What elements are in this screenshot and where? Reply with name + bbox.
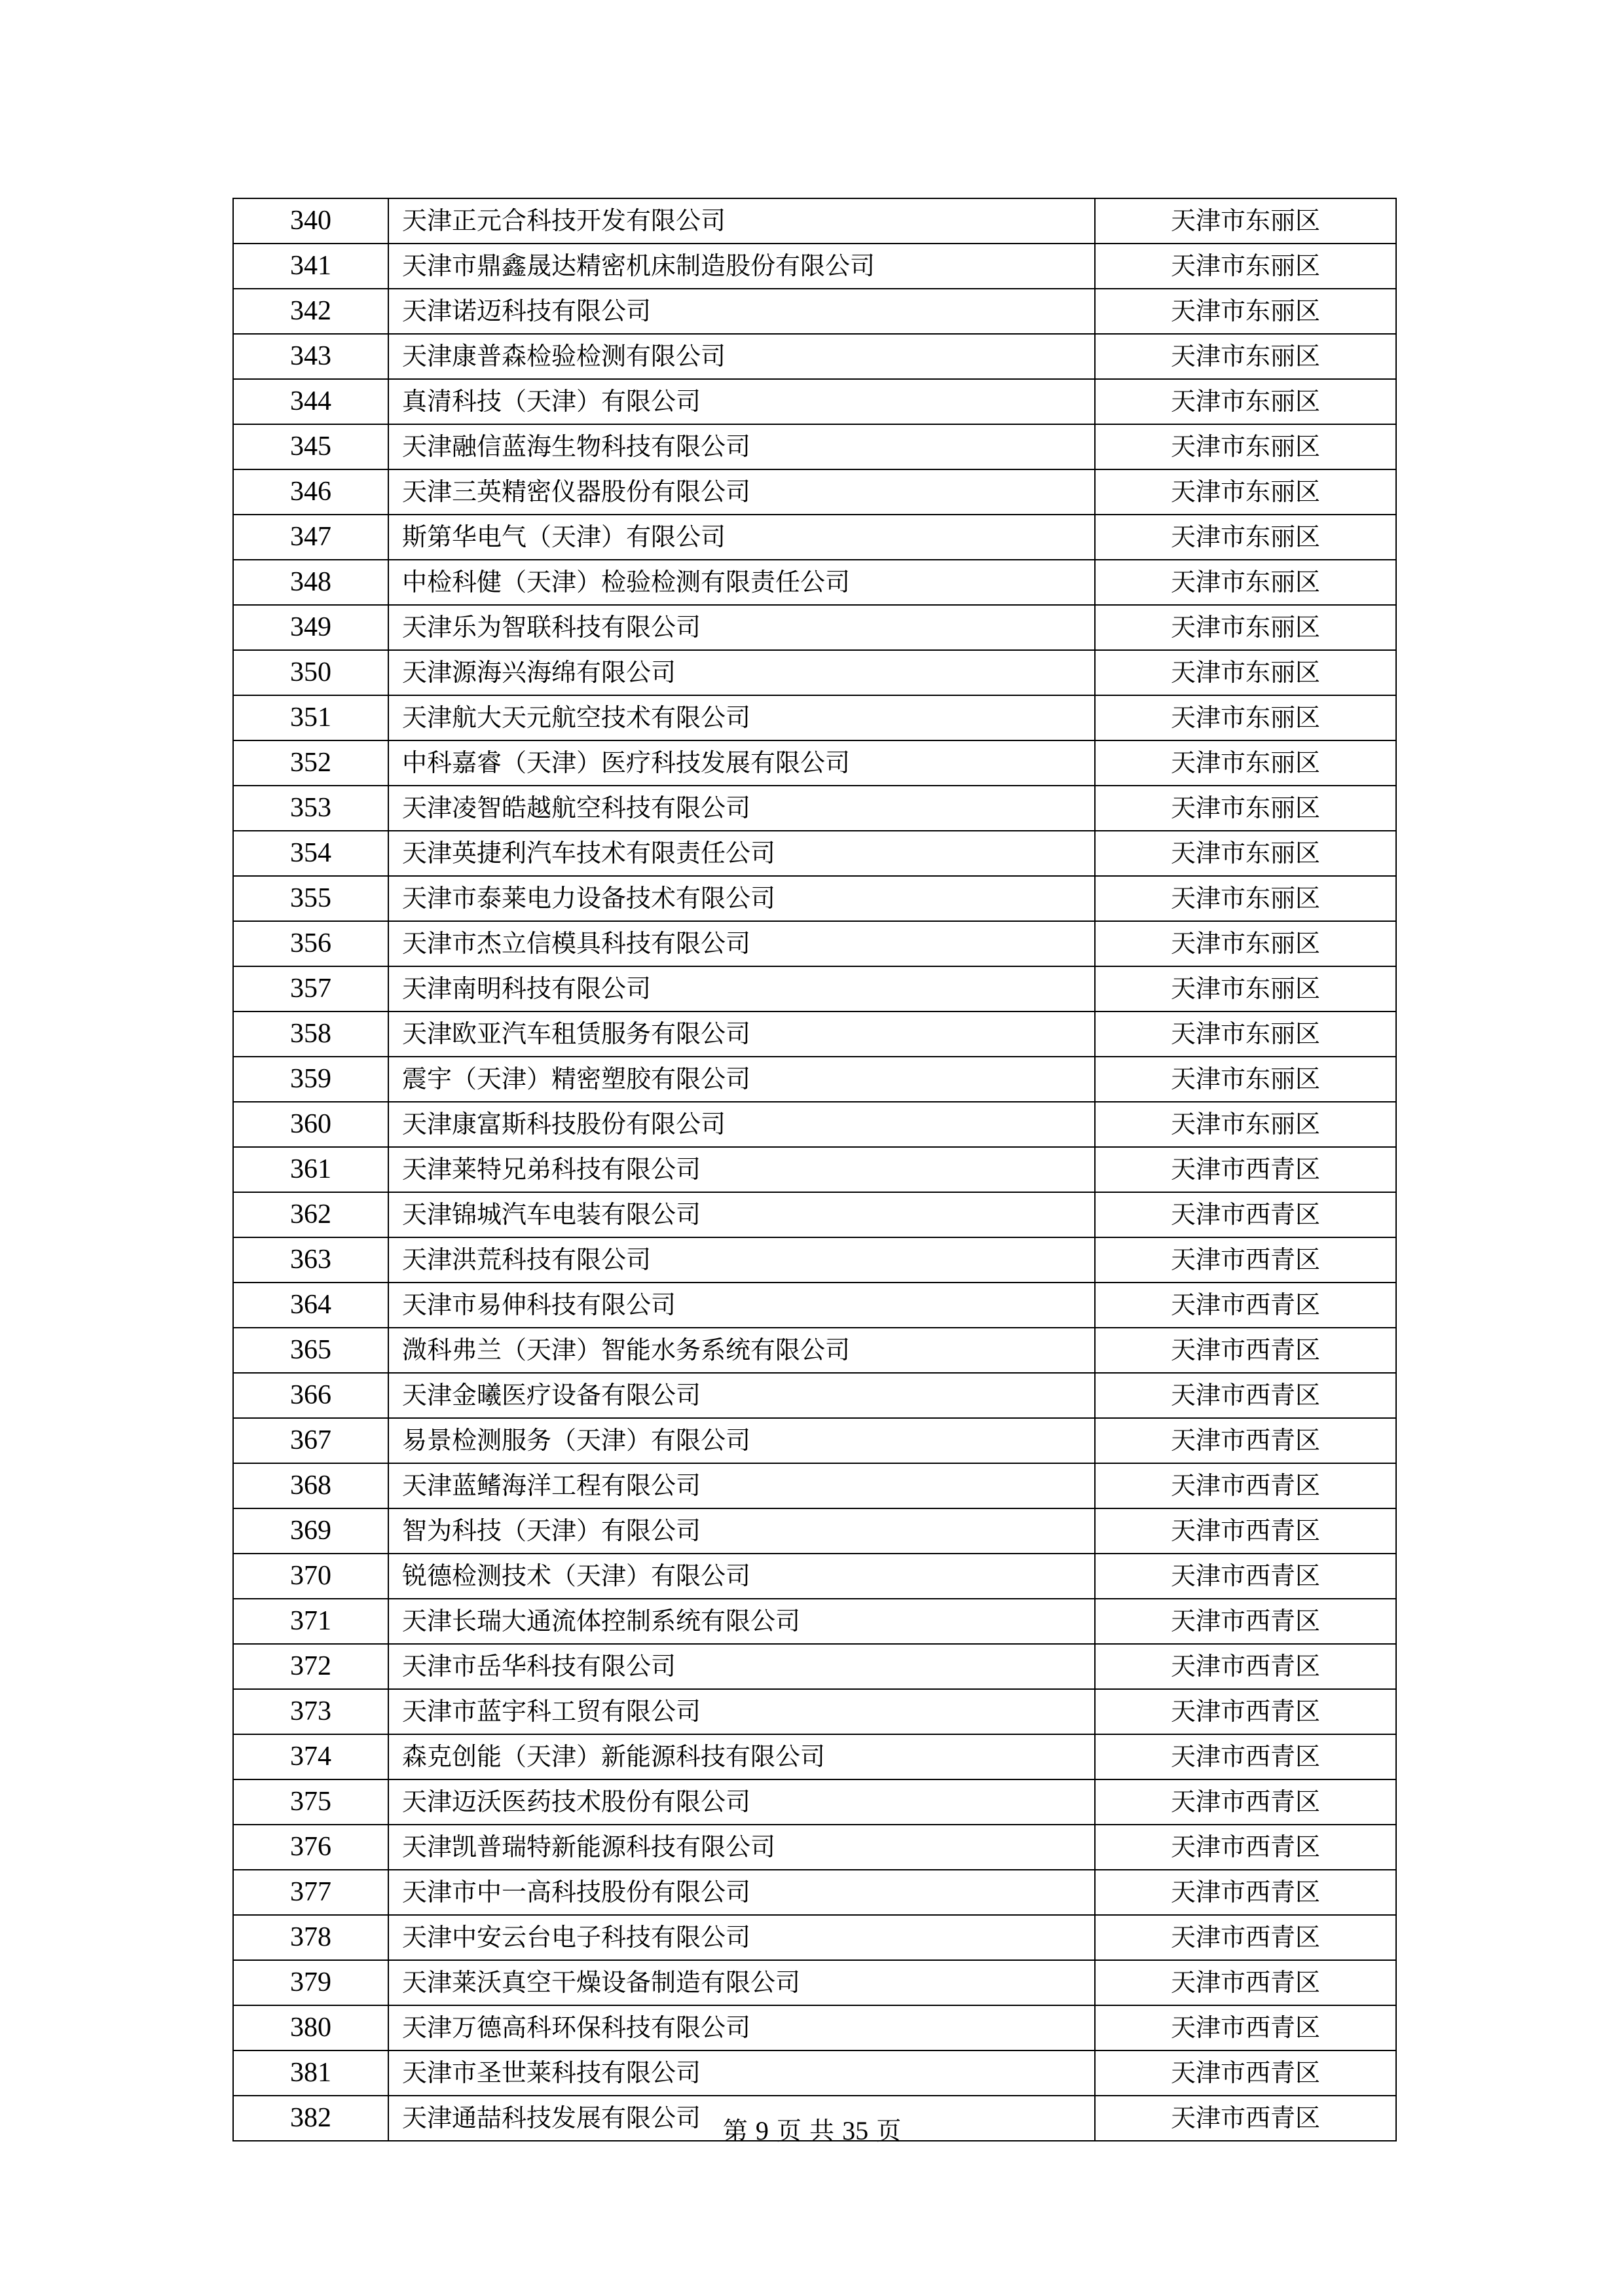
row-number: 382	[233, 2096, 388, 2141]
district: 天津市东丽区	[1095, 334, 1396, 379]
company-name: 天津市中一高科技股份有限公司	[388, 1870, 1095, 1915]
table-row	[233, 469, 1396, 515]
district: 天津市东丽区	[1095, 1011, 1396, 1057]
company-name: 天津莱特兄弟科技有限公司	[388, 1147, 1095, 1192]
company-name: 天津长瑞大通流体控制系统有限公司	[388, 1599, 1095, 1644]
district: 天津市西青区	[1095, 1599, 1396, 1644]
company-name: 天津康富斯科技股份有限公司	[388, 1102, 1095, 1147]
district: 天津市西青区	[1095, 1779, 1396, 1825]
row-number: 348	[233, 560, 388, 605]
district: 天津市东丽区	[1095, 198, 1396, 244]
table-row	[233, 1870, 1396, 1915]
district: 天津市东丽区	[1095, 1102, 1396, 1147]
row-number: 379	[233, 1960, 388, 2005]
table-row	[233, 1192, 1396, 1237]
table-row	[233, 831, 1396, 876]
row-number: 361	[233, 1147, 388, 1192]
row-number: 346	[233, 469, 388, 515]
row-number: 368	[233, 1463, 388, 1508]
table-row	[233, 424, 1396, 469]
company-name: 天津蓝鳍海洋工程有限公司	[388, 1463, 1095, 1508]
company-name: 天津市圣世莱科技有限公司	[388, 2050, 1095, 2096]
company-name: 震宇（天津）精密塑胶有限公司	[388, 1057, 1095, 1102]
company-name: 天津市易伸科技有限公司	[388, 1283, 1095, 1328]
table-row	[233, 1734, 1396, 1779]
company-name: 天津市泰莱电力设备技术有限公司	[388, 876, 1095, 921]
table-row	[233, 1373, 1396, 1418]
company-name: 真清科技（天津）有限公司	[388, 379, 1095, 424]
table-row	[233, 1147, 1396, 1192]
district: 天津市西青区	[1095, 2005, 1396, 2050]
company-name: 天津欧亚汽车租赁服务有限公司	[388, 1011, 1095, 1057]
table-row	[233, 2005, 1396, 2050]
company-name: 天津源海兴海绵有限公司	[388, 650, 1095, 695]
row-number: 366	[233, 1373, 388, 1418]
district: 天津市西青区	[1095, 1870, 1396, 1915]
table-row	[233, 1057, 1396, 1102]
district: 天津市西青区	[1095, 1689, 1396, 1734]
table-row	[233, 740, 1396, 786]
row-number: 369	[233, 1508, 388, 1554]
company-name: 天津正元合科技开发有限公司	[388, 198, 1095, 244]
table-row	[233, 786, 1396, 831]
company-name: 森克创能（天津）新能源科技有限公司	[388, 1734, 1095, 1779]
table-row	[233, 650, 1396, 695]
district: 天津市西青区	[1095, 1915, 1396, 1960]
district: 天津市西青区	[1095, 1825, 1396, 1870]
district: 天津市东丽区	[1095, 966, 1396, 1011]
row-number: 344	[233, 379, 388, 424]
district: 天津市西青区	[1095, 1147, 1396, 1192]
company-name: 天津凌智皓越航空科技有限公司	[388, 786, 1095, 831]
footer-total-pages: 35	[842, 2116, 869, 2145]
company-list-table	[232, 198, 1397, 2141]
district: 天津市西青区	[1095, 1554, 1396, 1599]
district: 天津市东丽区	[1095, 244, 1396, 289]
company-name: 天津市岳华科技有限公司	[388, 1644, 1095, 1689]
row-number: 353	[233, 786, 388, 831]
row-number: 352	[233, 740, 388, 786]
table-row	[233, 289, 1396, 334]
row-number: 354	[233, 831, 388, 876]
table-row	[233, 2050, 1396, 2096]
district: 天津市西青区	[1095, 1373, 1396, 1418]
row-number: 365	[233, 1328, 388, 1373]
row-number: 374	[233, 1734, 388, 1779]
row-number: 355	[233, 876, 388, 921]
company-name: 天津诺迈科技有限公司	[388, 289, 1095, 334]
table-row	[233, 198, 1396, 244]
row-number: 373	[233, 1689, 388, 1734]
row-number: 357	[233, 966, 388, 1011]
company-name: 易景检测服务（天津）有限公司	[388, 1418, 1095, 1463]
row-number: 372	[233, 1644, 388, 1689]
company-name: 天津融信蓝海生物科技有限公司	[388, 424, 1095, 469]
row-number: 342	[233, 289, 388, 334]
district: 天津市东丽区	[1095, 379, 1396, 424]
row-number: 375	[233, 1779, 388, 1825]
table-row	[233, 560, 1396, 605]
row-number: 362	[233, 1192, 388, 1237]
table-row	[233, 379, 1396, 424]
district: 天津市东丽区	[1095, 289, 1396, 334]
row-number: 363	[233, 1237, 388, 1283]
district: 天津市西青区	[1095, 1644, 1396, 1689]
company-name: 锐德检测技术（天津）有限公司	[388, 1554, 1095, 1599]
company-name: 斯第华电气（天津）有限公司	[388, 515, 1095, 560]
company-name: 天津洪荒科技有限公司	[388, 1237, 1095, 1283]
table-row	[233, 1825, 1396, 1870]
row-number: 364	[233, 1283, 388, 1328]
row-number: 349	[233, 605, 388, 650]
row-number: 381	[233, 2050, 388, 2096]
company-name: 天津英捷利汽车技术有限责任公司	[388, 831, 1095, 876]
row-number: 360	[233, 1102, 388, 1147]
table-row	[233, 334, 1396, 379]
company-name: 天津乐为智联科技有限公司	[388, 605, 1095, 650]
district: 天津市东丽区	[1095, 876, 1396, 921]
district: 天津市东丽区	[1095, 695, 1396, 740]
district: 天津市西青区	[1095, 1237, 1396, 1283]
company-name: 天津通喆科技发展有限公司	[388, 2096, 1095, 2141]
company-name: 中科嘉睿（天津）医疗科技发展有限公司	[388, 740, 1095, 786]
table-row	[233, 1508, 1396, 1554]
table-row	[233, 1237, 1396, 1283]
company-name: 天津航大天元航空技术有限公司	[388, 695, 1095, 740]
footer-prefix: 第	[722, 2117, 748, 2145]
district: 天津市西青区	[1095, 1960, 1396, 2005]
company-name: 天津市蓝宇科工贸有限公司	[388, 1689, 1095, 1734]
district: 天津市西青区	[1095, 2096, 1396, 2141]
row-number: 347	[233, 515, 388, 560]
table-row	[233, 1328, 1396, 1373]
row-number: 358	[233, 1011, 388, 1057]
row-number: 377	[233, 1870, 388, 1915]
row-number: 359	[233, 1057, 388, 1102]
company-name: 天津迈沃医药技术股份有限公司	[388, 1779, 1095, 1825]
footer-page-number: 9	[755, 2116, 769, 2145]
company-name: 天津中安云台电子科技有限公司	[388, 1915, 1095, 1960]
company-name: 天津金曦医疗设备有限公司	[388, 1373, 1095, 1418]
row-number: 340	[233, 198, 388, 244]
company-name: 天津市鼎鑫晟达精密机床制造股份有限公司	[388, 244, 1095, 289]
row-number: 343	[233, 334, 388, 379]
district: 天津市东丽区	[1095, 515, 1396, 560]
row-number: 367	[233, 1418, 388, 1463]
table-row	[233, 1463, 1396, 1508]
district: 天津市东丽区	[1095, 424, 1396, 469]
table-row	[233, 1011, 1396, 1057]
district: 天津市东丽区	[1095, 921, 1396, 966]
table-row	[233, 1102, 1396, 1147]
table-row	[233, 244, 1396, 289]
district: 天津市东丽区	[1095, 786, 1396, 831]
page-footer	[0, 2115, 1624, 2147]
district: 天津市东丽区	[1095, 605, 1396, 650]
district: 天津市西青区	[1095, 2050, 1396, 2096]
company-name: 天津莱沃真空干燥设备制造有限公司	[388, 1960, 1095, 2005]
row-number: 380	[233, 2005, 388, 2050]
company-name: 天津凯普瑞特新能源科技有限公司	[388, 1825, 1095, 1870]
district: 天津市东丽区	[1095, 740, 1396, 786]
district: 天津市西青区	[1095, 1734, 1396, 1779]
table-row	[233, 1644, 1396, 1689]
table-row	[233, 1283, 1396, 1328]
table-row	[233, 1599, 1396, 1644]
district: 天津市东丽区	[1095, 650, 1396, 695]
company-name: 天津康普森检验检测有限公司	[388, 334, 1095, 379]
row-number: 351	[233, 695, 388, 740]
table-row	[233, 1418, 1396, 1463]
table-row	[233, 921, 1396, 966]
row-number: 341	[233, 244, 388, 289]
row-number: 378	[233, 1915, 388, 1960]
district: 天津市西青区	[1095, 1508, 1396, 1554]
district: 天津市西青区	[1095, 1283, 1396, 1328]
row-number: 356	[233, 921, 388, 966]
district: 天津市西青区	[1095, 1418, 1396, 1463]
table-row	[233, 1554, 1396, 1599]
row-number: 350	[233, 650, 388, 695]
district: 天津市东丽区	[1095, 469, 1396, 515]
table-row	[233, 1960, 1396, 2005]
row-number: 345	[233, 424, 388, 469]
district: 天津市东丽区	[1095, 560, 1396, 605]
row-number: 370	[233, 1554, 388, 1599]
footer-middle: 页 共	[776, 2117, 835, 2145]
company-name: 天津南明科技有限公司	[388, 966, 1095, 1011]
company-name: 天津市杰立信模具科技有限公司	[388, 921, 1095, 966]
company-name: 天津万德高科环保科技有限公司	[388, 2005, 1095, 2050]
table-row	[233, 876, 1396, 921]
company-name: 天津三英精密仪器股份有限公司	[388, 469, 1095, 515]
company-name: 中检科健（天津）检验检测有限责任公司	[388, 560, 1095, 605]
company-name: 天津锦城汽车电装有限公司	[388, 1192, 1095, 1237]
footer-suffix: 页	[876, 2117, 902, 2145]
district: 天津市东丽区	[1095, 831, 1396, 876]
table-row	[233, 515, 1396, 560]
district: 天津市西青区	[1095, 1328, 1396, 1373]
company-name: 溦科弗兰（天津）智能水务系统有限公司	[388, 1328, 1095, 1373]
table-row	[233, 966, 1396, 1011]
district: 天津市西青区	[1095, 1463, 1396, 1508]
company-name: 智为科技（天津）有限公司	[388, 1508, 1095, 1554]
table-row	[233, 1779, 1396, 1825]
table-row	[233, 1689, 1396, 1734]
table-row	[233, 1915, 1396, 1960]
table-body	[233, 198, 1396, 2141]
table-row	[233, 605, 1396, 650]
district: 天津市东丽区	[1095, 1057, 1396, 1102]
row-number: 371	[233, 1599, 388, 1644]
table-row	[233, 695, 1396, 740]
row-number: 376	[233, 1825, 388, 1870]
district: 天津市西青区	[1095, 1192, 1396, 1237]
